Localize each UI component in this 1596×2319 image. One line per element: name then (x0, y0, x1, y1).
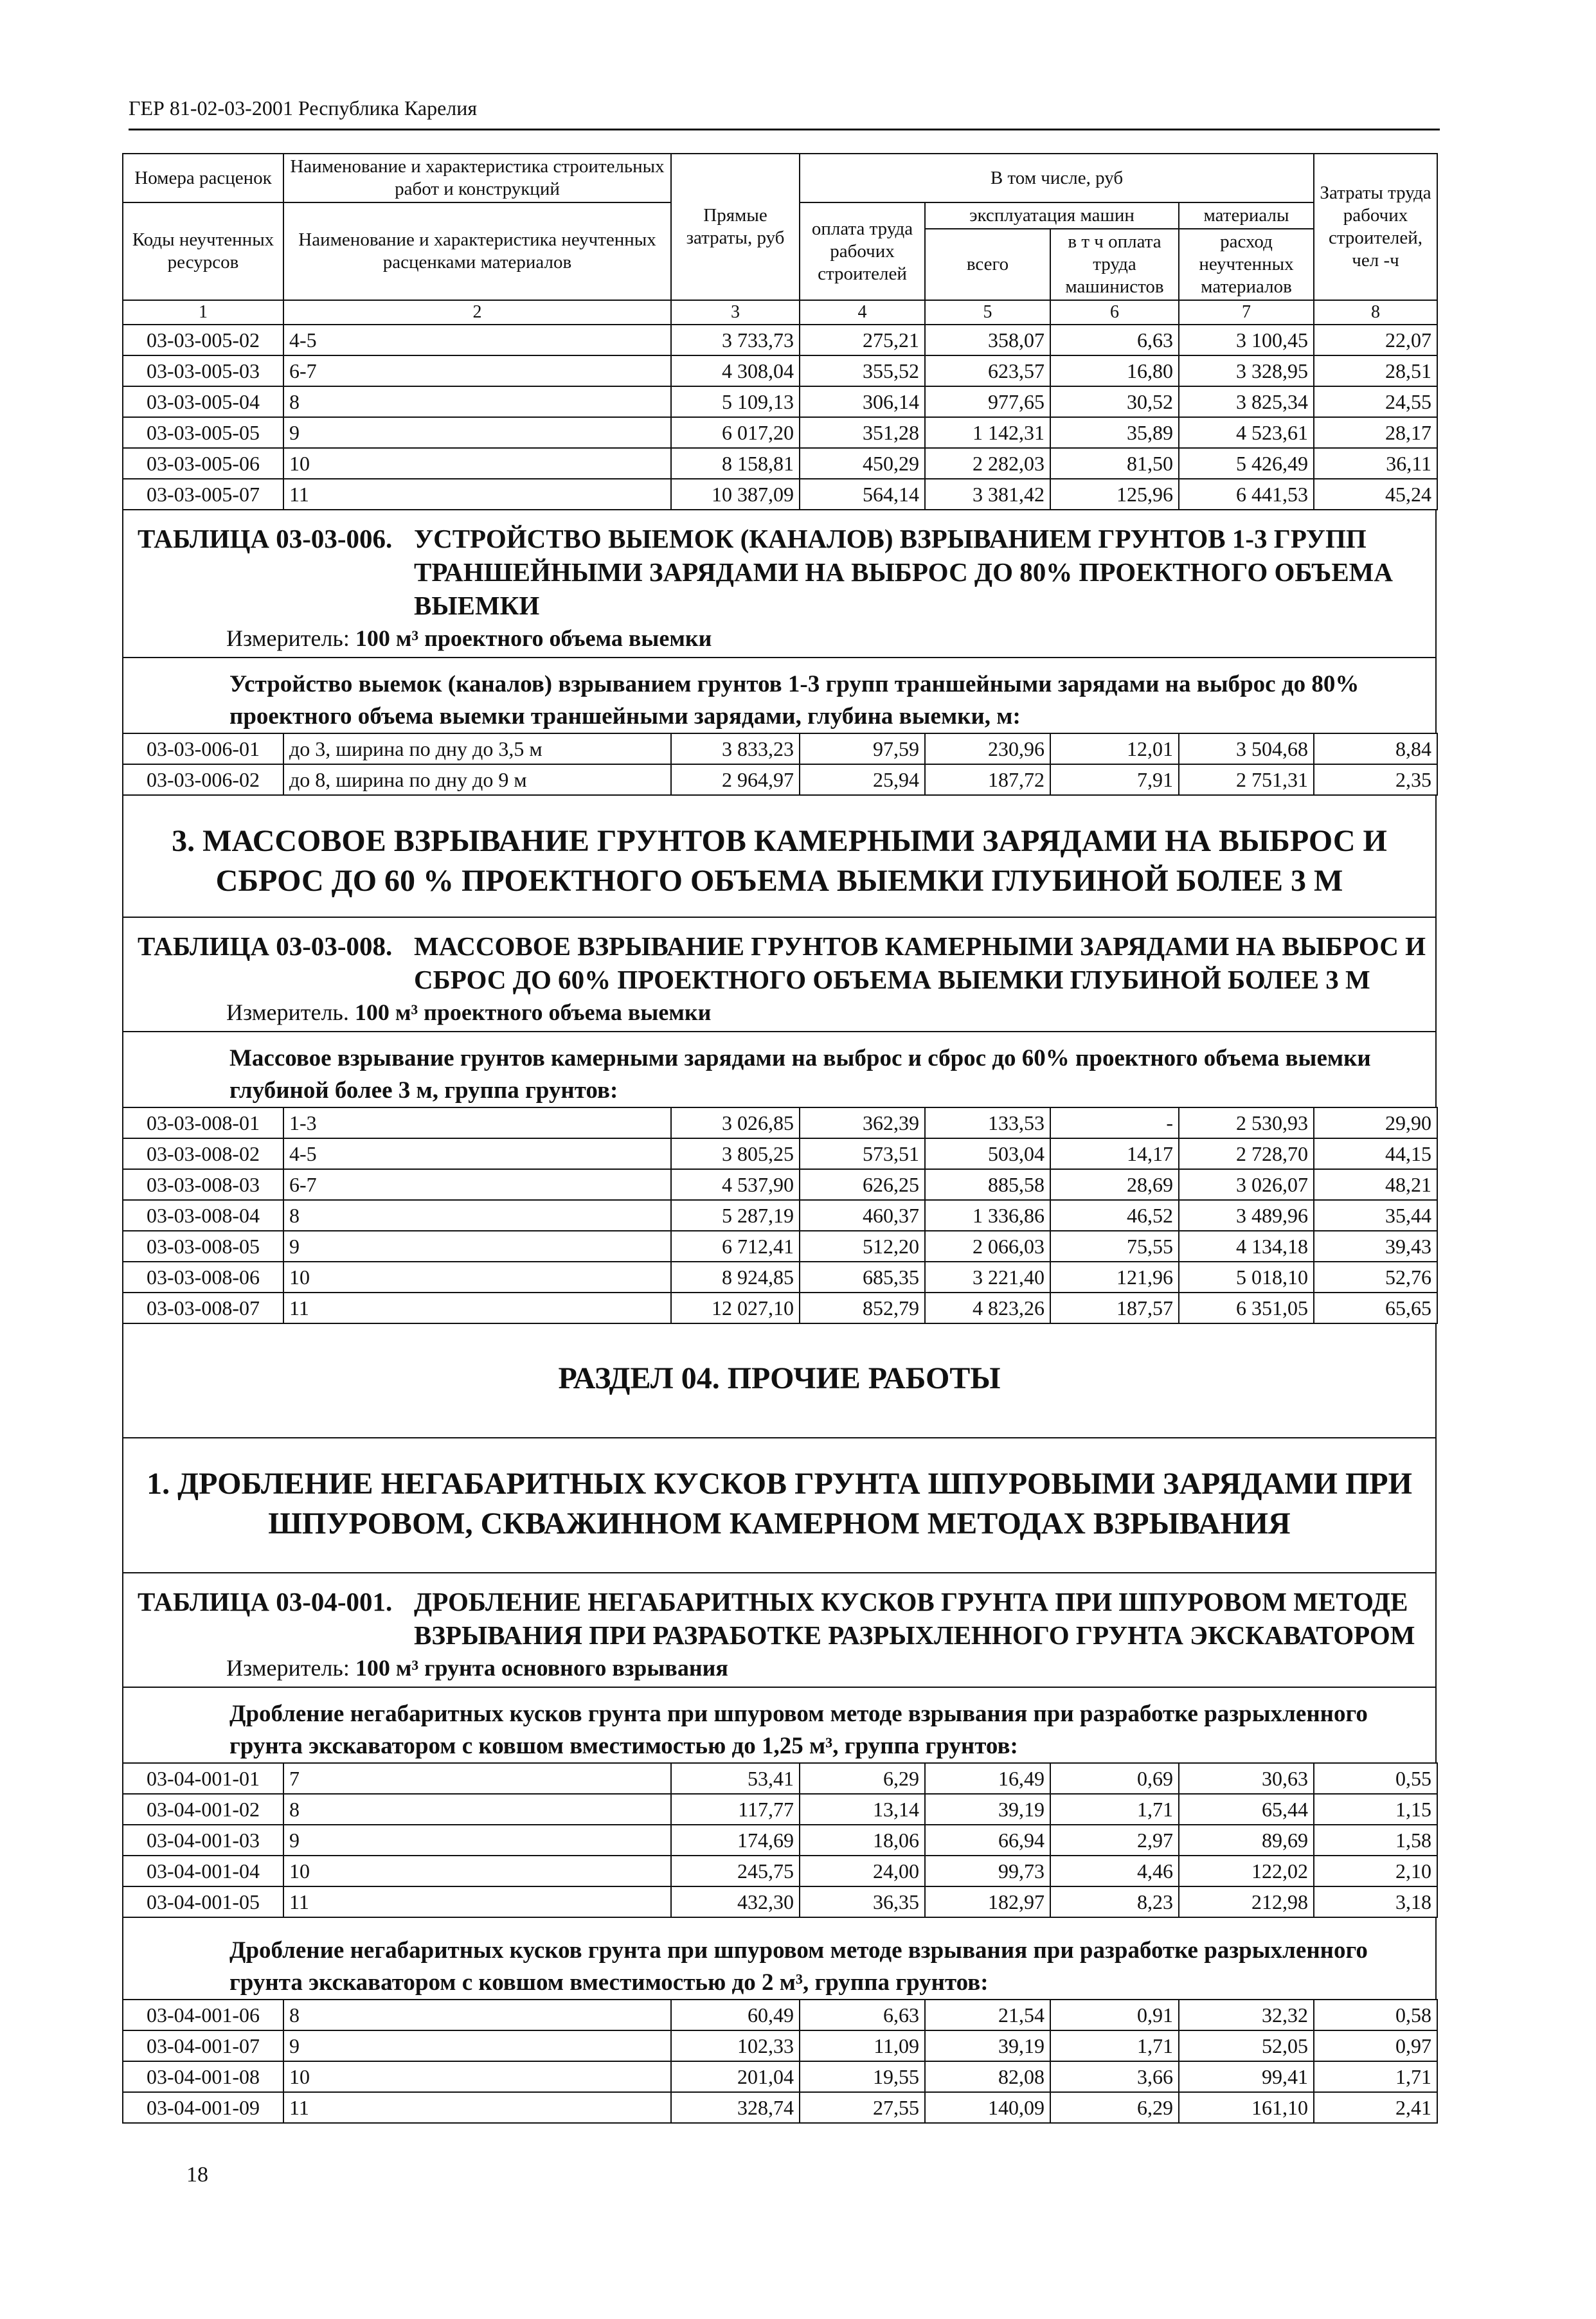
value-cell: 182,97 (925, 1886, 1050, 1917)
table-008-title: ТАБЛИЦА 03-03-008. МАССОВОЕ ВЗРЫВАНИЕ ГРУНТОВ КАМЕРНЫМИ ЗАРЯДАМИ НА ВЫБРОС И СБРОС ДО 60% ПРОЕКТНОГО ОБЪЕМА ВЫЕМКИ ГЛУБИНОЙ БОЛЕЕ 3 М (138, 931, 1426, 994)
table-401-measure: Измеритель: 100 м³ грунта основного взрывания (226, 1655, 728, 1681)
rate-code-cell: 03-04-001-03 (123, 1825, 283, 1856)
rate-code-cell: 03-03-005-05 (123, 417, 283, 448)
value-cell: 1,15 (1314, 1794, 1437, 1825)
value-cell: 8 158,81 (671, 448, 800, 479)
value-cell: 102,33 (671, 2030, 800, 2061)
rate-code-cell: 03-03-008-01 (123, 1107, 283, 1138)
rate-code-cell: 03-04-001-09 (123, 2092, 283, 2123)
value-cell: 4,46 (1050, 1856, 1179, 1886)
value-cell: 28,17 (1314, 417, 1437, 448)
value-cell: 11,09 (800, 2030, 925, 2061)
value-cell: 0,55 (1314, 1763, 1437, 1794)
rate-code-cell: 03-03-008-04 (123, 1200, 283, 1231)
value-cell: 0,69 (1050, 1763, 1179, 1794)
col-header-labor: Затраты труда рабочих строителей, чел -ч (1314, 154, 1437, 300)
value-cell: 0,97 (1314, 2030, 1437, 2061)
col-header-name: Наименование и характеристика строительных работ и конструкций (283, 154, 671, 202)
value-cell: 65,44 (1179, 1794, 1314, 1825)
section-3 (122, 796, 1437, 1107)
table-row (123, 1293, 1437, 1323)
value-cell: 10 387,09 (671, 479, 800, 510)
value-cell: 358,07 (925, 325, 1050, 355)
table-row (123, 1138, 1437, 1169)
value-cell: 2,41 (1314, 2092, 1437, 2123)
value-cell: 28,69 (1050, 1169, 1179, 1200)
table-008-group: Массовое взрывание грунтов камерными зарядами на выброс и сброс до 60% проектного объема выемки глубиной более 3 м, группа грунтов: (123, 1031, 1435, 1107)
value-cell: 140,09 (925, 2092, 1050, 2123)
value-cell: 187,57 (1050, 1293, 1179, 1323)
value-cell: 3,66 (1050, 2061, 1179, 2092)
value-cell: 685,35 (800, 1262, 925, 1293)
value-cell: 4 537,90 (671, 1169, 800, 1200)
value-cell: 99,73 (925, 1856, 1050, 1886)
value-cell: 573,51 (800, 1138, 925, 1169)
value-cell: 6,29 (800, 1763, 925, 1794)
value-cell: 1,58 (1314, 1825, 1437, 1856)
value-cell: 503,04 (925, 1138, 1050, 1169)
col-header-mach: эксплуатация машин (925, 202, 1179, 229)
value-cell: 2,10 (1314, 1856, 1437, 1886)
table-row (123, 2000, 1437, 2030)
rate-code-cell: 03-03-006-02 (123, 764, 283, 795)
value-cell: 512,20 (800, 1231, 925, 1262)
description-cell: 9 (283, 1825, 671, 1856)
value-cell: 8,84 (1314, 733, 1437, 764)
value-cell: 4 823,26 (925, 1293, 1050, 1323)
rate-code-cell: 03-04-001-07 (123, 2030, 283, 2061)
table-row (123, 355, 1437, 386)
value-cell: 97,59 (800, 733, 925, 764)
col-header-mat-use: расход неучтенных материалов (1179, 229, 1314, 300)
value-cell: 1 336,86 (925, 1200, 1050, 1231)
value-cell: 14,17 (1050, 1138, 1179, 1169)
value-cell: 0,91 (1050, 2000, 1179, 2030)
description-cell: 8 (283, 386, 671, 417)
value-cell: 6 351,05 (1179, 1293, 1314, 1323)
value-cell: 99,41 (1179, 2061, 1314, 2092)
value-cell: 432,30 (671, 1886, 800, 1917)
col-header-wage: оплата труда рабочих строителей (800, 202, 925, 300)
description-cell: 8 (283, 1200, 671, 1231)
value-cell: 48,21 (1314, 1169, 1437, 1200)
table-401-group-1: Дробление негабаритных кусков грунта при шпуровом методе взрывания при разработке разрыхленного грунта экскаватором с ковшом вместимостью до 1,25 м³, группа грунтов: (123, 1687, 1435, 1762)
value-cell: 3 100,45 (1179, 325, 1314, 355)
table-03-03-008 (122, 1107, 1438, 1324)
value-cell: 27,55 (800, 2092, 925, 2123)
description-cell: 8 (283, 1794, 671, 1825)
value-cell: 36,11 (1314, 448, 1437, 479)
table-row (123, 1825, 1437, 1856)
table-03-03-006 (122, 733, 1438, 796)
value-cell: 4 134,18 (1179, 1231, 1314, 1262)
rate-code-cell: 03-04-001-05 (123, 1886, 283, 1917)
value-cell: 2,97 (1050, 1825, 1179, 1856)
description-cell: 8 (283, 2000, 671, 2030)
value-cell: 44,15 (1314, 1138, 1437, 1169)
table-row (123, 2092, 1437, 2123)
description-cell: 11 (283, 1293, 671, 1323)
value-cell: - (1050, 1107, 1179, 1138)
value-cell: 45,24 (1314, 479, 1437, 510)
table-row (123, 2030, 1437, 2061)
value-cell: 328,74 (671, 2092, 800, 2123)
value-cell: 3 805,25 (671, 1138, 800, 1169)
value-cell: 275,21 (800, 325, 925, 355)
value-cell: 3 733,73 (671, 325, 800, 355)
value-cell: 460,37 (800, 1200, 925, 1231)
value-cell: 6,63 (800, 2000, 925, 2030)
value-cell: 5 018,10 (1179, 1262, 1314, 1293)
value-cell: 3,18 (1314, 1886, 1437, 1917)
description-cell: 11 (283, 2092, 671, 2123)
value-cell: 28,51 (1314, 355, 1437, 386)
value-cell: 35,44 (1314, 1200, 1437, 1231)
rate-code-cell: 03-03-008-02 (123, 1138, 283, 1169)
value-cell: 133,53 (925, 1107, 1050, 1138)
value-cell: 3 825,34 (1179, 386, 1314, 417)
value-cell: 36,35 (800, 1886, 925, 1917)
rate-code-cell: 03-04-001-02 (123, 1794, 283, 1825)
table-006-section (122, 510, 1437, 733)
value-cell: 5 287,19 (671, 1200, 800, 1231)
value-cell: 5 426,49 (1179, 448, 1314, 479)
value-cell: 626,25 (800, 1169, 925, 1200)
table-401-title: ТАБЛИЦА 03-04-001. ДРОБЛЕНИЕ НЕГАБАРИТНЫХ КУСКОВ ГРУНТА ПРИ ШПУРОВОМ МЕТОДЕ ВЗРЫВАНИЯ ПРИ РАЗРАБОТКЕ РАЗРЫХЛЕННОГО ГРУНТА ЭКСКАВАТОРОМ (138, 1587, 1415, 1650)
table-row (123, 1200, 1437, 1231)
value-cell: 2 530,93 (1179, 1107, 1314, 1138)
page-number: 18 (186, 2163, 208, 2187)
description-cell: 1-3 (283, 1107, 671, 1138)
value-cell: 2,35 (1314, 764, 1437, 795)
value-cell: 21,54 (925, 2000, 1050, 2030)
table-row (123, 417, 1437, 448)
value-cell: 2 964,97 (671, 764, 800, 795)
value-cell: 1,71 (1050, 1794, 1179, 1825)
description-cell: 4-5 (283, 1138, 671, 1169)
col-header-code: Номера расценок (123, 154, 283, 202)
value-cell: 245,75 (671, 1856, 800, 1886)
table-row (123, 733, 1437, 764)
description-cell: 7 (283, 1763, 671, 1794)
description-cell: 10 (283, 448, 671, 479)
value-cell: 3 381,42 (925, 479, 1050, 510)
description-cell: до 8, ширина по дну до 9 м (283, 764, 671, 795)
col-header-incl: В том числе, руб (800, 154, 1314, 202)
value-cell: 24,00 (800, 1856, 925, 1886)
rate-code-cell: 03-03-005-04 (123, 386, 283, 417)
value-cell: 3 221,40 (925, 1262, 1050, 1293)
table-row (123, 325, 1437, 355)
value-cell: 75,55 (1050, 1231, 1179, 1262)
table-row (123, 2061, 1437, 2092)
razdel-04 (122, 1324, 1437, 1762)
value-cell: 212,98 (1179, 1886, 1314, 1917)
table-006-title: ТАБЛИЦА 03-03-006. УСТРОЙСТВО ВЫЕМОК (КАНАЛОВ) ВЗРЫВАНИЕМ ГРУНТОВ 1-3 ГРУПП ТРАНШЕЙНЫМИ ЗАРЯДАМИ НА ВЫБРОС ДО 80% ПРОЕКТНОГО ОБЪЕМА ВЫЕМКИ (138, 524, 1393, 620)
value-cell: 977,65 (925, 386, 1050, 417)
rate-code-cell: 03-04-001-01 (123, 1763, 283, 1794)
table-401-group-2: Дробление негабаритных кусков грунта при шпуровом методе взрывания при разработке разрыхленного грунта экскаватором с ковшом вместимостью до 2 м³, группа грунтов: (229, 1937, 1368, 1996)
table-row (123, 1262, 1437, 1293)
rate-code-cell: 03-03-005-07 (123, 479, 283, 510)
description-cell: 6-7 (283, 1169, 671, 1200)
value-cell: 30,63 (1179, 1763, 1314, 1794)
value-cell: 355,52 (800, 355, 925, 386)
rate-code-cell: 03-03-005-03 (123, 355, 283, 386)
value-cell: 2 751,31 (1179, 764, 1314, 795)
value-cell: 6 441,53 (1179, 479, 1314, 510)
value-cell: 2 066,03 (925, 1231, 1050, 1262)
value-cell: 12 027,10 (671, 1293, 800, 1323)
value-cell: 1 142,31 (925, 417, 1050, 448)
value-cell: 13,14 (800, 1794, 925, 1825)
table-03-04-001-a (122, 1762, 1438, 1918)
table-row (123, 479, 1437, 510)
value-cell: 16,80 (1050, 355, 1179, 386)
value-cell: 53,41 (671, 1763, 800, 1794)
rate-code-cell: 03-04-001-08 (123, 2061, 283, 2092)
table-006-measure: Измеритель: 100 м³ проектного объема выемки (226, 625, 712, 651)
col-header-mat: материалы (1179, 202, 1314, 229)
column-number-row: 1 2 3 4 5 6 7 8 (123, 300, 1437, 325)
value-cell: 117,77 (671, 1794, 800, 1825)
rate-code-cell: 03-03-008-03 (123, 1169, 283, 1200)
value-cell: 7,91 (1050, 764, 1179, 795)
rate-code-cell: 03-03-008-05 (123, 1231, 283, 1262)
value-cell: 6,63 (1050, 325, 1179, 355)
rate-code-cell: 03-03-005-06 (123, 448, 283, 479)
table-row (123, 1231, 1437, 1262)
value-cell: 3 328,95 (1179, 355, 1314, 386)
razdel-04-title: РАЗДЕЛ 04. ПРОЧИЕ РАБОТЫ (123, 1324, 1435, 1438)
value-cell: 3 833,23 (671, 733, 800, 764)
value-cell: 4 523,61 (1179, 417, 1314, 448)
description-cell: 11 (283, 1886, 671, 1917)
value-cell: 2 728,70 (1179, 1138, 1314, 1169)
value-cell: 25,94 (800, 764, 925, 795)
table-401-group-2-block (122, 1918, 1437, 1999)
value-cell: 564,14 (800, 479, 925, 510)
value-cell: 450,29 (800, 448, 925, 479)
table-03-04-001-b (122, 1999, 1438, 2124)
value-cell: 5 109,13 (671, 386, 800, 417)
value-cell: 852,79 (800, 1293, 925, 1323)
value-cell: 6,29 (1050, 2092, 1179, 2123)
description-cell: 4-5 (283, 325, 671, 355)
value-cell: 121,96 (1050, 1262, 1179, 1293)
value-cell: 161,10 (1179, 2092, 1314, 2123)
value-cell: 24,55 (1314, 386, 1437, 417)
value-cell: 1,71 (1050, 2030, 1179, 2061)
col-header-direct: Прямые затраты, руб (671, 154, 800, 300)
value-cell: 122,02 (1179, 1856, 1314, 1886)
value-cell: 3 026,85 (671, 1107, 800, 1138)
value-cell: 19,55 (800, 2061, 925, 2092)
value-cell: 362,39 (800, 1107, 925, 1138)
value-cell: 0,58 (1314, 2000, 1437, 2030)
rate-code-cell: 03-03-008-07 (123, 1293, 283, 1323)
table-row (123, 1886, 1437, 1917)
value-cell: 3 504,68 (1179, 733, 1314, 764)
value-cell: 2 282,03 (925, 448, 1050, 479)
description-cell: 10 (283, 1856, 671, 1886)
value-cell: 18,06 (800, 1825, 925, 1856)
value-cell: 351,28 (800, 417, 925, 448)
rate-code-cell: 03-03-008-06 (123, 1262, 283, 1293)
description-cell: 9 (283, 2030, 671, 2061)
value-cell: 16,49 (925, 1763, 1050, 1794)
value-cell: 8 924,85 (671, 1262, 800, 1293)
value-cell: 885,58 (925, 1169, 1050, 1200)
value-cell: 39,19 (925, 2030, 1050, 2061)
table-row (123, 1169, 1437, 1200)
table-row (123, 1794, 1437, 1825)
value-cell: 6 712,41 (671, 1231, 800, 1262)
value-cell: 3 026,07 (1179, 1169, 1314, 1200)
col-header-code-res: Коды неучтенных ресурсов (123, 202, 283, 300)
table-row (123, 1763, 1437, 1794)
col-header-mach-wage: в т ч оплата труда машинистов (1050, 229, 1179, 300)
value-cell: 81,50 (1050, 448, 1179, 479)
value-cell: 306,14 (800, 386, 925, 417)
rate-code-cell: 03-03-006-01 (123, 733, 283, 764)
value-cell: 39,43 (1314, 1231, 1437, 1262)
value-cell: 52,76 (1314, 1262, 1437, 1293)
description-cell: 11 (283, 479, 671, 510)
table-row (123, 764, 1437, 795)
value-cell: 125,96 (1050, 479, 1179, 510)
table-008-measure: Измеритель. 100 м³ проектного объема выемки (226, 999, 712, 1025)
value-cell: 12,01 (1050, 733, 1179, 764)
value-cell: 82,08 (925, 2061, 1050, 2092)
rate-code-cell: 03-04-001-04 (123, 1856, 283, 1886)
col-header-name-mat: Наименование и характеристика неучтенных расценками материалов (283, 202, 671, 300)
value-cell: 66,94 (925, 1825, 1050, 1856)
value-cell: 623,57 (925, 355, 1050, 386)
description-cell: 6-7 (283, 355, 671, 386)
value-cell: 30,52 (1050, 386, 1179, 417)
description-cell: 10 (283, 1262, 671, 1293)
description-cell: 10 (283, 2061, 671, 2092)
section-1-title: 1. ДРОБЛЕНИЕ НЕГАБАРИТНЫХ КУСКОВ ГРУНТА ШПУРОВЫМИ ЗАРЯДАМИ ПРИ ШПУРОВОМ, СКВАЖИННОМ КАМЕРНОМ МЕТОДАХ ВЗРЫВАНИЯ (123, 1438, 1435, 1573)
value-cell: 4 308,04 (671, 355, 800, 386)
table-row (123, 1107, 1437, 1138)
value-cell: 52,05 (1179, 2030, 1314, 2061)
section-3-title: 3. МАССОВОЕ ВЗРЫВАНИЕ ГРУНТОВ КАМЕРНЫМИ ЗАРЯДАМИ НА ВЫБРОС И СБРОС ДО 60 % ПРОЕКТНОГО ОБЪЕМА ВЫЕМКИ ГЛУБИНОЙ БОЛЕЕ 3 М (123, 796, 1435, 918)
table-row (123, 1856, 1437, 1886)
value-cell: 29,90 (1314, 1107, 1437, 1138)
document-frame (122, 153, 1437, 2124)
rate-code-cell: 03-04-001-06 (123, 2000, 283, 2030)
description-cell: 9 (283, 417, 671, 448)
value-cell: 8,23 (1050, 1886, 1179, 1917)
value-cell: 3 489,96 (1179, 1200, 1314, 1231)
value-cell: 46,52 (1050, 1200, 1179, 1231)
page-header (129, 96, 1440, 130)
value-cell: 174,69 (671, 1825, 800, 1856)
table-row (123, 448, 1437, 479)
value-cell: 1,71 (1314, 2061, 1437, 2092)
value-cell: 6 017,20 (671, 417, 800, 448)
value-cell: 60,49 (671, 2000, 800, 2030)
table-006-group: Устройство выемок (каналов) взрыванием грунтов 1-3 групп траншейными зарядами на выброс до 80% проектного объема выемки траншейными зарядами, глубина выемки, м: (123, 657, 1435, 733)
table-03-03-005 (122, 153, 1438, 510)
value-cell: 39,19 (925, 1794, 1050, 1825)
description-cell: 9 (283, 1231, 671, 1262)
description-cell: до 3, ширина по дну до 3,5 м (283, 733, 671, 764)
value-cell: 65,65 (1314, 1293, 1437, 1323)
value-cell: 230,96 (925, 733, 1050, 764)
value-cell: 22,07 (1314, 325, 1437, 355)
value-cell: 201,04 (671, 2061, 800, 2092)
value-cell: 32,32 (1179, 2000, 1314, 2030)
value-cell: 35,89 (1050, 417, 1179, 448)
table-row (123, 386, 1437, 417)
rate-code-cell: 03-03-005-02 (123, 325, 283, 355)
value-cell: 187,72 (925, 764, 1050, 795)
col-header-mach-total: всего (925, 229, 1050, 300)
header-text: ГЕР 81-02-03-2001 Республика Карелия (129, 96, 478, 120)
value-cell: 89,69 (1179, 1825, 1314, 1856)
